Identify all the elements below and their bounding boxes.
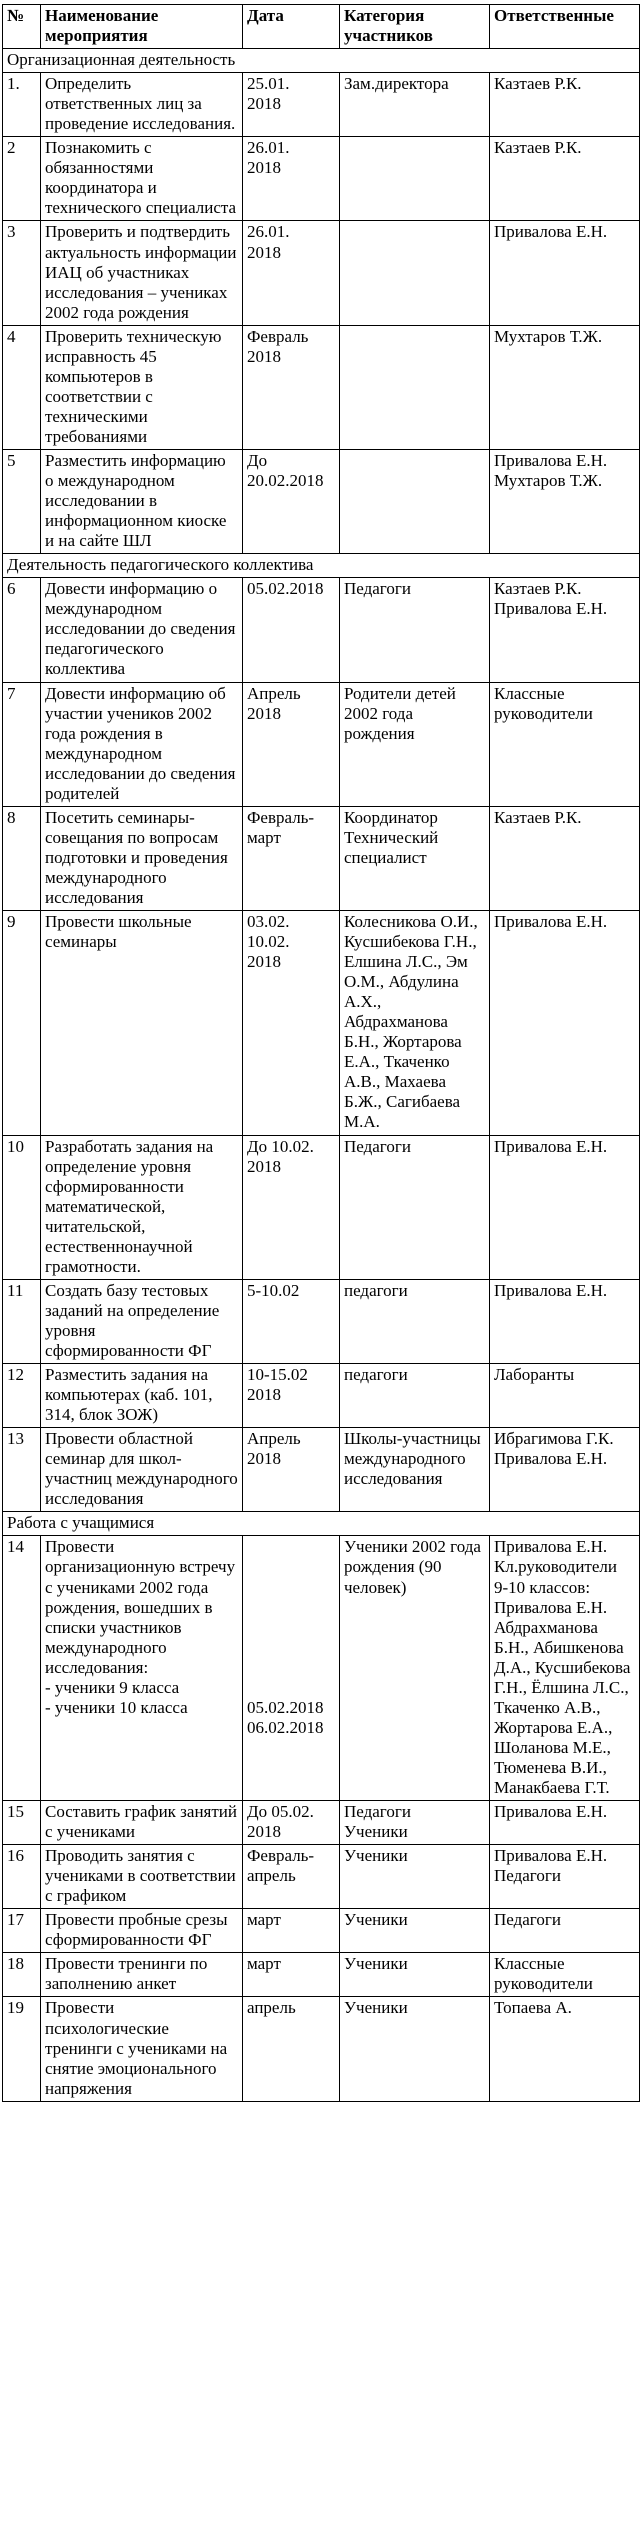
cell-responsible: Ибрагимова Г.К. Привалова Е.Н. xyxy=(490,1428,640,1512)
cell-category xyxy=(340,137,490,221)
table-row xyxy=(3,221,640,325)
cell-num: 19 xyxy=(3,1997,41,2101)
cell-date: До 20.02.2018 xyxy=(243,449,340,553)
table-row xyxy=(3,1801,640,1845)
header-num: № xyxy=(3,5,41,49)
cell-category xyxy=(340,449,490,553)
cell-date: 25.01. 2018 xyxy=(243,73,340,137)
cell-responsible: Лаборанты xyxy=(490,1364,640,1428)
table-row xyxy=(3,325,640,449)
cell-name: Познакомить с обязанностями координатора и технического специалиста xyxy=(41,137,243,221)
cell-name: Провести пробные срезы сформированности ФГ xyxy=(41,1909,243,1953)
cell-num: 4 xyxy=(3,325,41,449)
cell-num: 17 xyxy=(3,1909,41,1953)
cell-category: Ученики 2002 года рождения (90 человек) xyxy=(340,1536,490,1801)
cell-num: 7 xyxy=(3,682,41,806)
cell-category: Ученики xyxy=(340,1845,490,1909)
cell-date: 26.01. 2018 xyxy=(243,137,340,221)
cell-num: 16 xyxy=(3,1845,41,1909)
table-row xyxy=(3,806,640,910)
cell-num: 8 xyxy=(3,806,41,910)
cell-num: 1. xyxy=(3,73,41,137)
header-category: Категория участников xyxy=(340,5,490,49)
cell-name: Определить ответственных лиц за проведение исследования. xyxy=(41,73,243,137)
table-row xyxy=(3,1135,640,1279)
cell-name: Провести организационную встречу с учениками 2002 года рождения, вошедших в списки участников международного исследования: - ученики 9 класса - ученики 10 класса xyxy=(41,1536,243,1801)
cell-num: 15 xyxy=(3,1801,41,1845)
cell-date: 05.02.2018 xyxy=(243,578,340,682)
activity-plan-table xyxy=(2,4,640,2102)
table-row xyxy=(3,682,640,806)
cell-responsible: Привалова Е.Н. xyxy=(490,221,640,325)
cell-date: 5-10.02 xyxy=(243,1279,340,1363)
cell-responsible: Привалова Е.Н. xyxy=(490,1135,640,1279)
section-title: Организационная деятельность xyxy=(3,49,640,73)
cell-category: Ученики xyxy=(340,1997,490,2101)
cell-category: Педагоги xyxy=(340,1135,490,1279)
cell-date: Февраль 2018 xyxy=(243,325,340,449)
table-row xyxy=(3,1536,640,1801)
cell-category: Родители детей 2002 года рождения xyxy=(340,682,490,806)
section-title: Работа с учащимися xyxy=(3,1512,640,1536)
cell-category: Педагоги xyxy=(340,578,490,682)
cell-responsible: Привалова Е.Н. Педагоги xyxy=(490,1845,640,1909)
cell-category: Школы-участницы международного исследования xyxy=(340,1428,490,1512)
cell-name: Провести областной семинар для школ-участниц международного исследования xyxy=(41,1428,243,1512)
cell-responsible: Топаева А. xyxy=(490,1997,640,2101)
cell-category: педагоги xyxy=(340,1279,490,1363)
cell-date: 10-15.02 2018 xyxy=(243,1364,340,1428)
cell-num: 6 xyxy=(3,578,41,682)
section-title: Деятельность педагогического коллектива xyxy=(3,554,640,578)
cell-category xyxy=(340,221,490,325)
cell-date: Апрель 2018 xyxy=(243,682,340,806)
cell-date: Февраль-апрель xyxy=(243,1845,340,1909)
cell-num: 12 xyxy=(3,1364,41,1428)
table-row xyxy=(3,1909,640,1953)
cell-responsible: Классные руководители xyxy=(490,682,640,806)
cell-category: Ученики xyxy=(340,1909,490,1953)
cell-category xyxy=(340,325,490,449)
cell-date: 26.01. 2018 xyxy=(243,221,340,325)
header-date: Дата xyxy=(243,5,340,49)
cell-category: Ученики xyxy=(340,1953,490,1997)
cell-name: Провести психологические тренинги с учениками на снятие эмоционального напряжения xyxy=(41,1997,243,2101)
cell-responsible: Привалова Е.Н. xyxy=(490,1801,640,1845)
cell-category: Колесникова О.И., Кусшибекова Г.Н., Елшина Л.С., Эм О.М., Абдулина А.Х., Абдрахманова Б.Н., Жортарова Е.А., Ткаченко А.В., Махаева Б.Ж., Сагибаева М.А. xyxy=(340,911,490,1136)
table-row xyxy=(3,1953,640,1997)
table-row xyxy=(3,578,640,682)
table-row xyxy=(3,137,640,221)
cell-num: 9 xyxy=(3,911,41,1136)
cell-name: Разместить информацию о международном исследовании в информационном киоске и на сайте ШЛ xyxy=(41,449,243,553)
section-row xyxy=(3,1512,640,1536)
section-row xyxy=(3,554,640,578)
header-responsible: Ответственные xyxy=(490,5,640,49)
cell-date: апрель xyxy=(243,1997,340,2101)
cell-name: Довести информацию об участии учеников 2002 года рождения в международном исследовании до сведения родителей xyxy=(41,682,243,806)
cell-responsible: Казтаев Р.К. xyxy=(490,806,640,910)
header-name: Наименование мероприятия xyxy=(41,5,243,49)
table-row xyxy=(3,1364,640,1428)
cell-date: До 05.02. 2018 xyxy=(243,1801,340,1845)
table-row xyxy=(3,1428,640,1512)
table-header-row xyxy=(3,5,640,49)
cell-num: 13 xyxy=(3,1428,41,1512)
cell-responsible: Привалова Е.Н. Кл.руководители 9-10 классов: Привалова Е.Н. Абдрахманова Б.Н., Абишкенова Д.А., Кусшибекова Г.Н., Ёлшина Л.С., Ткаченко А.В., Жортарова Е.А., Шоланова М.Е., Тюменева В.И., Манакбаева Г.Т. xyxy=(490,1536,640,1801)
cell-category: Зам.директора xyxy=(340,73,490,137)
cell-responsible: Привалова Е.Н. Мухтаров Т.Ж. xyxy=(490,449,640,553)
cell-responsible: Педагоги xyxy=(490,1909,640,1953)
cell-name: Составить график занятий с учениками xyxy=(41,1801,243,1845)
cell-date: март xyxy=(243,1909,340,1953)
cell-responsible: Мухтаров Т.Ж. xyxy=(490,325,640,449)
cell-date: Февраль-март xyxy=(243,806,340,910)
cell-category: Координатор Технический специалист xyxy=(340,806,490,910)
cell-num: 18 xyxy=(3,1953,41,1997)
cell-date: Апрель 2018 xyxy=(243,1428,340,1512)
cell-name: Разработать задания на определение уровня сформированности математической, читательской, естественнонаучной грамотности. xyxy=(41,1135,243,1279)
table-body xyxy=(3,49,640,2102)
cell-name: Создать базу тестовых заданий на определение уровня сформированности ФГ xyxy=(41,1279,243,1363)
table-row xyxy=(3,1845,640,1909)
cell-num: 11 xyxy=(3,1279,41,1363)
cell-name: Проверить техническую исправность 45 компьютеров в соответствии с техническими требованиями xyxy=(41,325,243,449)
cell-category: Педагоги Ученики xyxy=(340,1801,490,1845)
cell-responsible: Привалова Е.Н. xyxy=(490,1279,640,1363)
cell-name: Разместить задания на компьютерах (каб. 101, 314, блок ЗОЖ) xyxy=(41,1364,243,1428)
section-row xyxy=(3,49,640,73)
cell-date: 05.02.2018 06.02.2018 xyxy=(243,1536,340,1801)
cell-name: Проверить и подтвердить актуальность информации ИАЦ об участниках исследования – учениках 2002 года рождения xyxy=(41,221,243,325)
cell-num: 14 xyxy=(3,1536,41,1801)
cell-name: Посетить семинары-совещания по вопросам подготовки и проведения международного исследования xyxy=(41,806,243,910)
cell-num: 5 xyxy=(3,449,41,553)
cell-name: Провести школьные семинары xyxy=(41,911,243,1136)
table-row xyxy=(3,911,640,1136)
cell-name: Проводить занятия с учениками в соответствии с графиком xyxy=(41,1845,243,1909)
table-row xyxy=(3,1997,640,2101)
cell-date: До 10.02. 2018 xyxy=(243,1135,340,1279)
table-row xyxy=(3,73,640,137)
cell-responsible: Казтаев Р.К. xyxy=(490,137,640,221)
cell-category: педагоги xyxy=(340,1364,490,1428)
table-row xyxy=(3,1279,640,1363)
cell-name: Довести информацию о международном исследовании до сведения педагогического коллектива xyxy=(41,578,243,682)
cell-num: 3 xyxy=(3,221,41,325)
cell-responsible: Привалова Е.Н. xyxy=(490,911,640,1136)
cell-date: март xyxy=(243,1953,340,1997)
cell-num: 10 xyxy=(3,1135,41,1279)
cell-date: 03.02. 10.02. 2018 xyxy=(243,911,340,1136)
cell-num: 2 xyxy=(3,137,41,221)
cell-responsible: Казтаев Р.К. xyxy=(490,73,640,137)
cell-responsible: Классные руководители xyxy=(490,1953,640,1997)
table-row xyxy=(3,449,640,553)
cell-responsible: Казтаев Р.К. Привалова Е.Н. xyxy=(490,578,640,682)
cell-name: Провести тренинги по заполнению анкет xyxy=(41,1953,243,1997)
